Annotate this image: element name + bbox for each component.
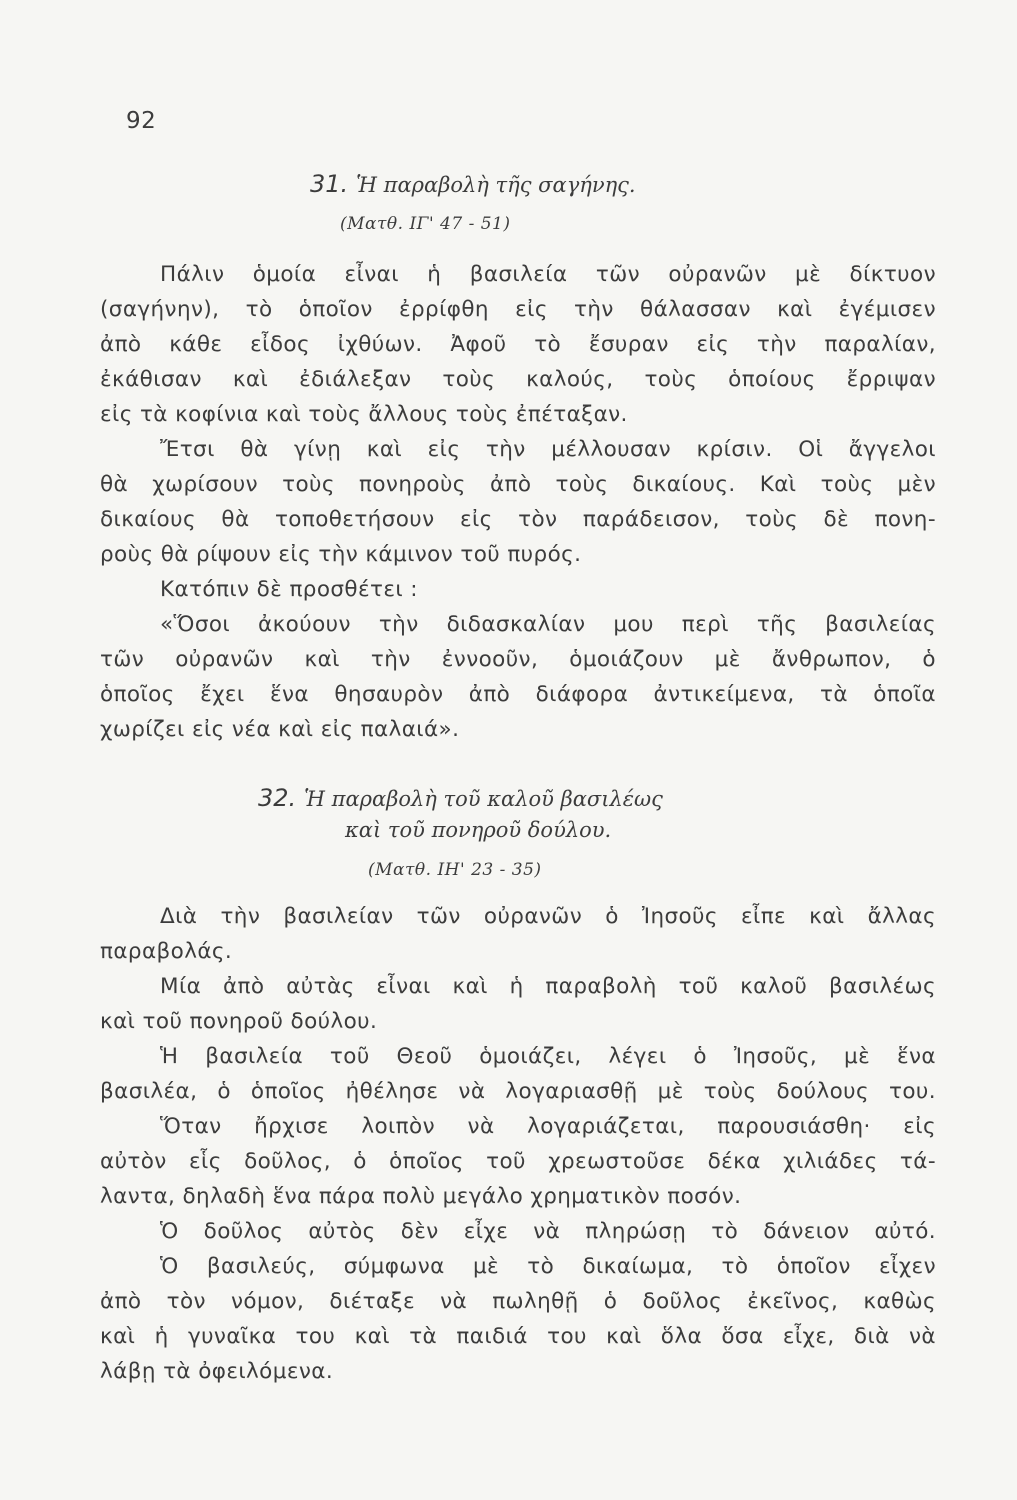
section-32-number: 32. — [258, 784, 297, 812]
section-31-number: 31. — [310, 170, 349, 198]
paragraph-line: δικαίους θὰ τοποθετήσουν εἰς τὸν παράδεισον, τοὺς δὲ πονη- — [100, 507, 936, 532]
paragraph-line: Ὅταν ἤρχισε λοιπὸν νὰ λογαριάζεται, παρουσιάσθη· εἰς — [160, 1114, 936, 1139]
paragraph-line: Πάλιν ὁμοία εἶναι ἡ βασιλεία τῶν οὐρανῶν μὲ δίκτυον — [160, 262, 936, 287]
paragraph-line: ροὺς θὰ ρίψουν εἰς τὴν κάμινον τοῦ πυρός. — [100, 542, 582, 567]
paragraph-line: τῶν οὐρανῶν καὶ τὴν ἐννοοῦν, ὁμοιάζουν μὲ ἄνθρωπον, ὁ — [100, 647, 936, 672]
paragraph-line: καὶ τοῦ πονηροῦ δούλου. — [100, 1009, 378, 1034]
paragraph-line: παραβολάς. — [100, 939, 233, 964]
paragraph-line: Ἡ βασιλεία τοῦ Θεοῦ ὁμοιάζει, λέγει ὁ Ἰησοῦς, μὲ ἕνα — [160, 1044, 936, 1069]
section-32-title-line1: Ἡ παραβολὴ τοῦ καλοῦ βασιλέως — [304, 787, 663, 811]
section-31-heading — [310, 170, 636, 198]
paragraph-line: αὐτὸν εἷς δοῦλος, ὁ ὁποῖος τοῦ χρεωστοῦσε δέκα χιλιάδες τά- — [100, 1149, 936, 1174]
paragraph-line: θὰ χωρίσουν τοὺς πονηροὺς ἀπὸ τοὺς δικαίους. Καὶ τοὺς μὲν — [100, 472, 936, 497]
paragraph-line: Ἔτσι θὰ γίνῃ καὶ εἰς τὴν μέλλουσαν κρίσιν. Οἱ ἄγγελοι — [160, 437, 936, 462]
paragraph-line: ὁποῖος ἔχει ἕνα θησαυρὸν ἀπὸ διάφορα ἀντικείμενα, τὰ ὁποῖα — [100, 682, 936, 707]
paragraph-line: χωρίζει εἰς νέα καὶ εἰς παλαιά». — [100, 717, 460, 742]
paragraph-line: ἀπὸ τὸν νόμον, διέταξε νὰ πωληθῇ ὁ δοῦλος ἐκεῖνος, καθὼς — [100, 1289, 936, 1314]
section-31-title: Ἡ παραβολὴ τῆς σαγήνης. — [356, 173, 636, 197]
paragraph-line: ἀπὸ κάθε εἶδος ἰχθύων. Ἀφοῦ τὸ ἔσυραν εἰς τὴν παραλίαν, — [100, 332, 936, 357]
paragraph-line: Διὰ τὴν βασιλείαν τῶν οὐρανῶν ὁ Ἰησοῦς εἶπε καὶ ἄλλας — [160, 904, 936, 929]
paragraph-line: λαντα, δηλαδὴ ἕνα πάρα πολὺ μεγάλο χρηματικὸν ποσόν. — [100, 1184, 742, 1209]
page-number: 92 — [126, 108, 157, 134]
paragraph-line: ἐκάθισαν καὶ ἐδιάλεξαν τοὺς καλούς, τοὺς ὁποίους ἔρριψαν — [100, 367, 936, 392]
paragraph-line: Κατόπιν δὲ προσθέτει : — [160, 577, 418, 602]
paragraph-line: καὶ ἡ γυναῖκα του καὶ τὰ παιδιά του καὶ ὅλα ὅσα εἶχε, διὰ νὰ — [100, 1324, 936, 1349]
paragraph-line: Μία ἀπὸ αὐτὰς εἶναι καὶ ἡ παραβολὴ τοῦ καλοῦ βασιλέως — [160, 974, 936, 999]
section-32-reference: (Ματθ. ΙΗ' 23 - 35) — [368, 860, 542, 880]
paragraph-line: Ὁ βασιλεύς, σύμφωνα μὲ τὸ δικαίωμα, τὸ ὁποῖον εἶχεν — [160, 1254, 936, 1279]
section-32-heading — [258, 784, 663, 812]
paragraph-line: εἰς τὰ κοφίνια καὶ τοὺς ἄλλους τοὺς ἐπέταξαν. — [100, 402, 628, 427]
paragraph-line: Ὁ δοῦλος αὐτὸς δὲν εἶχε νὰ πληρώσῃ τὸ δάνειον αὐτό. — [160, 1219, 936, 1244]
section-31-reference: (Ματθ. ΙΓ' 47 - 51) — [340, 214, 511, 234]
paragraph-line: (σαγήνην), τὸ ὁποῖον ἐρρίφθη εἰς τὴν θάλασσαν καὶ ἐγέμισεν — [100, 297, 936, 322]
paragraph-line: βασιλέα, ὁ ὁποῖος ἠθέλησε νὰ λογαριασθῇ μὲ τοὺς δούλους του. — [100, 1079, 936, 1104]
section-32-heading-line2: καὶ τοῦ πονηροῦ δούλου. — [345, 818, 612, 842]
paragraph-line: «Ὅσοι ἀκούουν τὴν διδασκαλίαν μου περὶ τῆς βασιλείας — [160, 612, 936, 637]
paragraph-line: λάβῃ τὰ ὀφειλόμενα. — [100, 1359, 334, 1384]
